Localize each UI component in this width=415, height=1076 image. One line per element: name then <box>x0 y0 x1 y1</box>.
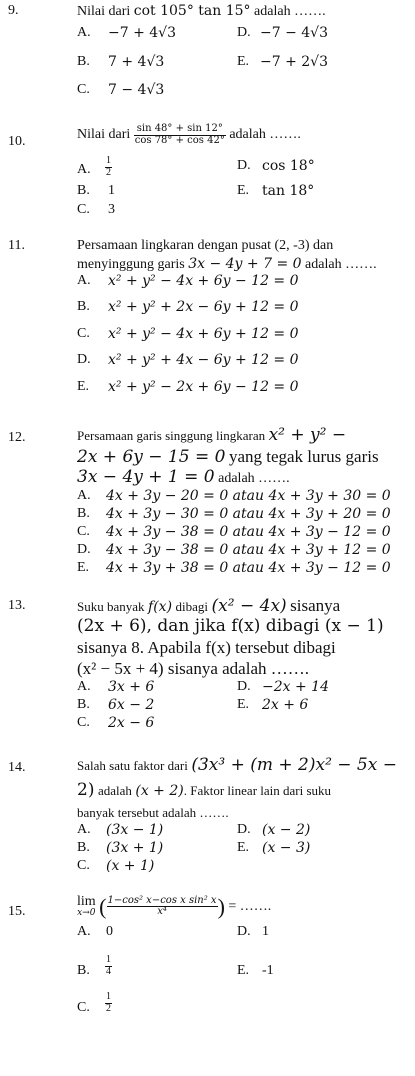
option-e: tan 18° <box>262 183 315 199</box>
question-stem <box>77 3 326 20</box>
fraction-numerator: 1−cos² x−cos x sin² x <box>107 894 217 906</box>
line-text: yang tegak lurus garis <box>228 447 379 466</box>
option-d: x² + y² + 4x − 6y + 12 = 0 <box>108 352 299 368</box>
option-c-label: C. <box>77 524 90 539</box>
option-a: 0 <box>106 924 113 939</box>
option-d-label: D. <box>237 679 251 694</box>
option-a-fraction <box>105 156 112 178</box>
line-text: dibagi <box>175 599 209 614</box>
option-a: 4x + 3y − 20 = 0 atau 4x + 3y + 30 = 0 <box>106 488 391 504</box>
line-text: Suku banyak <box>77 599 145 614</box>
option-d-label: D. <box>77 542 91 557</box>
divisor: (x² − 4x) <box>211 596 287 616</box>
stem-tail: = ……. <box>228 898 272 914</box>
question-number: 12. <box>8 430 26 445</box>
fraction-denominator: cos 78° + cos 42° <box>134 134 225 146</box>
option-b: x² + y² + 2x − 6y + 12 = 0 <box>108 299 299 315</box>
question-number: 13. <box>8 598 26 613</box>
option-b-label: B. <box>77 697 90 712</box>
option-a-label: A. <box>77 924 91 939</box>
option-c: 3 <box>108 202 115 217</box>
option-e: 4x + 3y + 38 = 0 atau 4x + 3y − 12 = 0 <box>106 560 391 576</box>
option-c-label: C. <box>77 326 90 341</box>
stem-text: Nilai dari <box>77 127 131 143</box>
option-c: x² + y² − 4x + 6y + 12 = 0 <box>108 326 299 342</box>
question-line-1 <box>77 426 346 446</box>
option-e-label: E. <box>237 963 250 978</box>
option-e-label: E. <box>77 560 90 575</box>
fraction-denominator: x⁴ <box>157 906 167 918</box>
option-b-fraction <box>105 955 112 977</box>
line-tail: adalah ……. <box>305 257 377 272</box>
option-e-label: E. <box>237 54 250 69</box>
question-number: 11. <box>8 238 25 253</box>
option-d-label: D. <box>77 352 91 367</box>
line-text: Salah satu faktor dari <box>77 758 188 773</box>
option-e: -1 <box>262 963 274 978</box>
option-e: 2x + 6 <box>262 697 309 713</box>
question-number: 9. <box>8 3 19 18</box>
option-c: (x + 1) <box>106 858 155 874</box>
question-number: 14. <box>8 760 26 775</box>
option-a-label: A. <box>77 273 91 288</box>
option-b: 1 <box>108 183 115 198</box>
line-equation: 3x − 4y + 7 = 0 <box>188 256 302 272</box>
option-c-label: C. <box>77 715 90 730</box>
fraction-denominator: 2 <box>106 1002 111 1014</box>
option-d: −2x + 14 <box>262 679 329 695</box>
option-a-label: A. <box>77 162 91 177</box>
line-text: adalah <box>97 783 132 798</box>
option-d: cos 18° <box>262 158 315 174</box>
option-b: 4x + 3y − 30 = 0 atau 4x + 3y + 20 = 0 <box>106 506 391 522</box>
paren-open: ( <box>99 894 107 919</box>
option-e-label: E. <box>237 840 250 855</box>
option-c <box>105 992 112 1014</box>
line-text: . Faktor linear lain dari suku <box>183 783 332 798</box>
question-line-2 <box>77 781 331 801</box>
option-c-label: C. <box>77 1000 90 1015</box>
option-b-label: B. <box>77 506 90 521</box>
stem-tail: adalah ……. <box>254 4 326 19</box>
option-c-label: C. <box>77 858 90 873</box>
option-b: (3x + 1) <box>106 840 164 856</box>
question-line-1 <box>77 756 397 776</box>
fraction-numerator: 1 <box>106 155 111 166</box>
question-number: 15. <box>8 904 26 919</box>
question-line-2 <box>77 447 379 468</box>
paren-close: ) <box>217 894 225 919</box>
fraction-numerator: 1 <box>106 991 111 1002</box>
option-c-label: C. <box>77 82 90 97</box>
option-b-label: B. <box>77 54 90 69</box>
option-c: 2x − 6 <box>108 715 155 731</box>
line-equation: 3x − 4y + 1 = 0 <box>77 467 215 487</box>
option-e: −7 + 2√3 <box>260 54 329 70</box>
line-equation: x² + y² − <box>268 425 347 445</box>
line-equation: 2x + 6y − 15 = 0 <box>77 447 226 467</box>
limit-operator <box>77 895 96 918</box>
fraction-denominator: 4 <box>106 965 111 977</box>
question-stem <box>77 124 301 146</box>
option-d: 1 <box>262 924 269 939</box>
option-a: 3x + 6 <box>108 679 155 695</box>
question-number: 10. <box>8 134 26 149</box>
option-a <box>105 156 112 178</box>
option-b-label: B. <box>77 299 90 314</box>
option-d-label: D. <box>237 822 251 837</box>
option-b: 6x − 2 <box>108 697 155 713</box>
stem-tail: adalah ……. <box>229 127 301 143</box>
factor: (x + 2) <box>135 783 184 799</box>
option-d: −7 − 4√3 <box>260 25 329 41</box>
expression: cot 105° tan 15° <box>133 3 251 19</box>
stem-text: Nilai dari <box>77 4 131 19</box>
option-c: 4x + 3y − 38 = 0 atau 4x + 3y − 12 = 0 <box>106 524 391 540</box>
question-line-1 <box>77 596 340 617</box>
polynomial: (3x³ + (m + 2)x² − 5x − <box>191 755 397 775</box>
option-a-label: A. <box>77 679 91 694</box>
option-e-label: E. <box>237 697 250 712</box>
option-e-label: E. <box>77 379 90 394</box>
line-text: sisanya <box>290 596 341 615</box>
option-b-label: B. <box>77 183 90 198</box>
polynomial: f(x) <box>148 599 173 615</box>
option-d-label: D. <box>237 924 251 939</box>
line-tail: adalah ……. <box>218 471 290 486</box>
option-b <box>105 955 112 977</box>
option-e: x² + y² − 2x + 6y − 12 = 0 <box>108 379 299 395</box>
option-b: 7 + 4√3 <box>108 54 165 70</box>
fraction-numerator: 1 <box>106 954 111 965</box>
option-c-label: C. <box>77 202 90 217</box>
option-e: (x − 3) <box>262 840 311 856</box>
option-b-label: B. <box>77 963 90 978</box>
option-d-label: D. <box>237 25 251 40</box>
line-text: Persamaan garis singgung lingkaran <box>77 428 266 443</box>
question-line-4: (x² − 5x + 4) sisanya adalah ……. <box>77 659 309 678</box>
question-line-2: (2x + 6), dan jika f(x) dibagi (x − 1) <box>77 616 384 636</box>
question-line-3 <box>77 468 290 488</box>
option-c-fraction <box>105 992 112 1014</box>
question-line-3: sisanya 8. Apabila f(x) tersebut dibagi <box>77 638 336 657</box>
fraction-numerator: sin 48° + sin 12° <box>134 124 226 136</box>
fraction <box>107 896 218 918</box>
lim-subscript: x→0 <box>77 908 96 919</box>
option-a: x² + y² − 4x + 6y − 12 = 0 <box>108 273 299 289</box>
option-a: −7 + 4√3 <box>108 25 177 41</box>
option-d: 4x + 3y − 38 = 0 atau 4x + 3y + 12 = 0 <box>106 542 391 558</box>
lim-text: lim <box>77 894 96 910</box>
option-a: (3x − 1) <box>106 822 164 838</box>
question-line-1: Persamaan lingkaran dengan pusat (2, -3) dan <box>77 238 334 253</box>
question-stem <box>77 894 271 919</box>
option-e-label: E. <box>237 183 250 198</box>
option-a-label: A. <box>77 822 91 837</box>
fraction-denominator: 2 <box>106 166 111 178</box>
option-c: 7 − 4√3 <box>108 82 165 98</box>
option-b-label: B. <box>77 840 90 855</box>
option-d-label: D. <box>237 158 251 173</box>
question-line-2 <box>77 256 377 273</box>
option-d: (x − 2) <box>262 822 311 838</box>
option-a-label: A. <box>77 25 91 40</box>
option-a-label: A. <box>77 488 91 503</box>
line-text: menyinggung garis <box>77 257 185 272</box>
question-line-3: banyak tersebut adalah ……. <box>77 805 229 820</box>
fraction <box>134 124 226 146</box>
polynomial-end: 2) <box>77 780 95 800</box>
